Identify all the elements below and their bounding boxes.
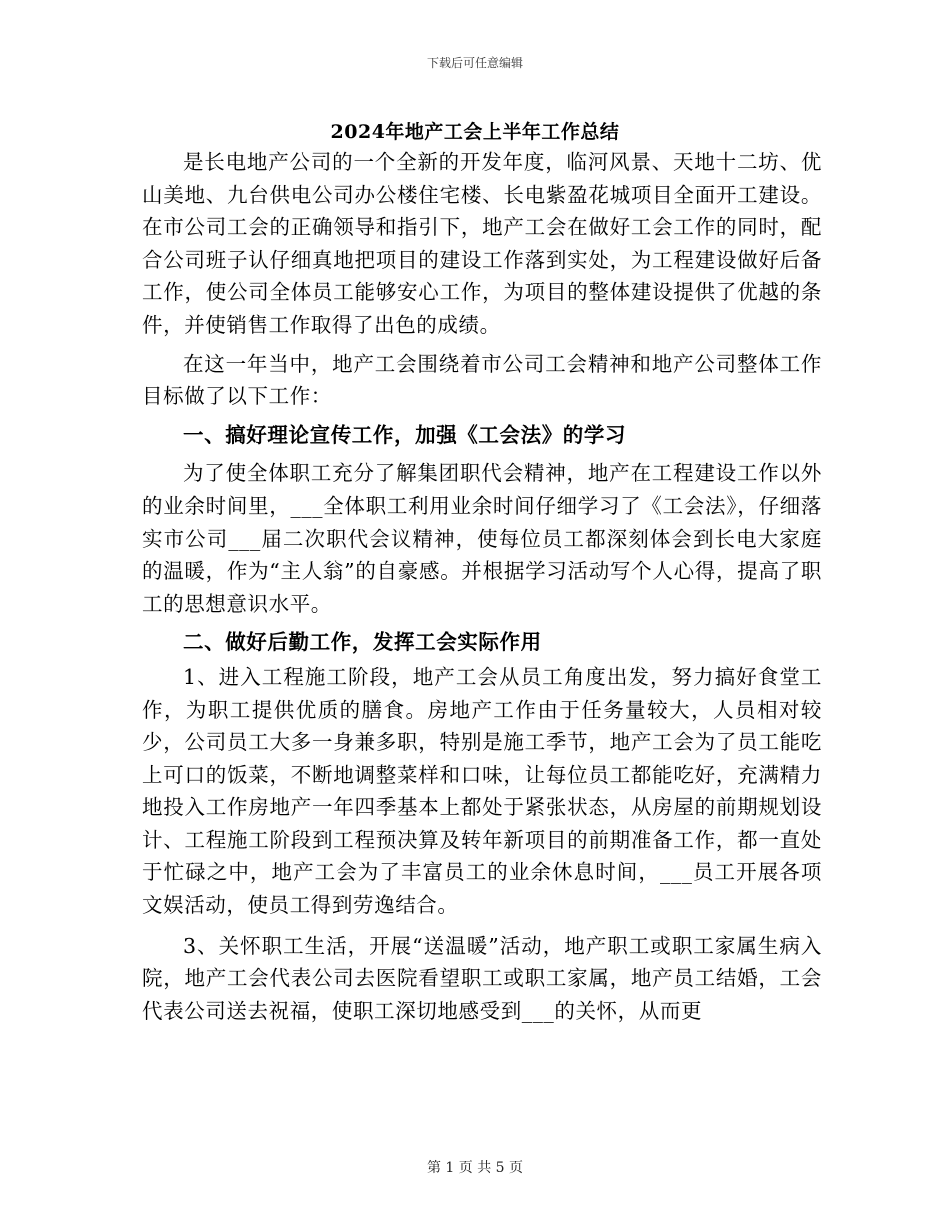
page-footer-number: 第 1 页 共 5 页 (426, 1160, 524, 1176)
document-title: 2024年地产工会上半年工作总结 (330, 121, 620, 143)
paragraph-section-1: 为了使全体职工充分了解集团职代会精神，地产在工程建设工作以外的业余时间里，___全体职工利用业余时间仔细学习了《工会法》，仔细落实市公司___届二次职代会议精神，使每位员工都深刻体会到长电大家庭的温暖，作为“主人翁”的自豪感。并根据学习活动写个人心得，提高了职工的思想意识水平。 (142, 461, 822, 616)
section-heading-2: 二、做好后勤工作，发挥工会实际作用 (183, 630, 542, 655)
document-body (142, 146, 822, 1027)
section-heading-1: 一、搞好理论宣传工作，加强《工会法》的学习 (183, 422, 627, 447)
paragraph-section-2-item-1: 1、进入工程施工阶段，地产工会从员工角度出发，努力搞好食堂工作，为职工提供优质的膳食。房地产工作由于任务量较大，人员相对较少，公司员工大多一身兼多职，特别是施工季节，地产工会为了员工能吃上可口的饭菜，不断地调整菜样和口味，让每位员工都能吃好，充满精力地投入工作房地产一年四季基本上都处于紧张状态，从房屋的前期规划设计、工程施工阶段到工程预决算及转年新项目的前期准备工作，都一直处于忙碌之中，地产工会为了丰富员工的业余休息时间，___员工开展各项文娱活动，使员工得到劳逸结合。 (142, 664, 822, 918)
paragraph-section-2-item-3: 3、关怀职工生活，开展“送温暖”活动，地产职工或职工家属生病入院，地产工会代表公司去医院看望职工或职工家属，地产员工结婚，工会代表公司送去祝福，使职工深切地感受到___的关怀，从而更 (142, 933, 822, 1023)
page-header-note: 下载后可任意编辑 (426, 56, 523, 70)
paragraph-summary: 在这一年当中，地产工会围绕着市公司工会精神和地产公司整体工作目标做了以下工作： (142, 351, 822, 409)
paragraph-intro: 是长电地产公司的一个全新的开发年度，临河风景、天地十二坊、优山美地、九台供电公司办公楼住宅楼、长电紫盈花城项目全面开工建设。在市公司工会的正确领导和指引下，地产工会在做好工会工作的同时，配合公司班子认仔细真地把项目的建设工作落到实处，为工程建设做好后备工作，使公司全体员工能够安心工作，为项目的整体建设提供了优越的条件，并使销售工作取得了出色的成绩。 (142, 150, 822, 337)
